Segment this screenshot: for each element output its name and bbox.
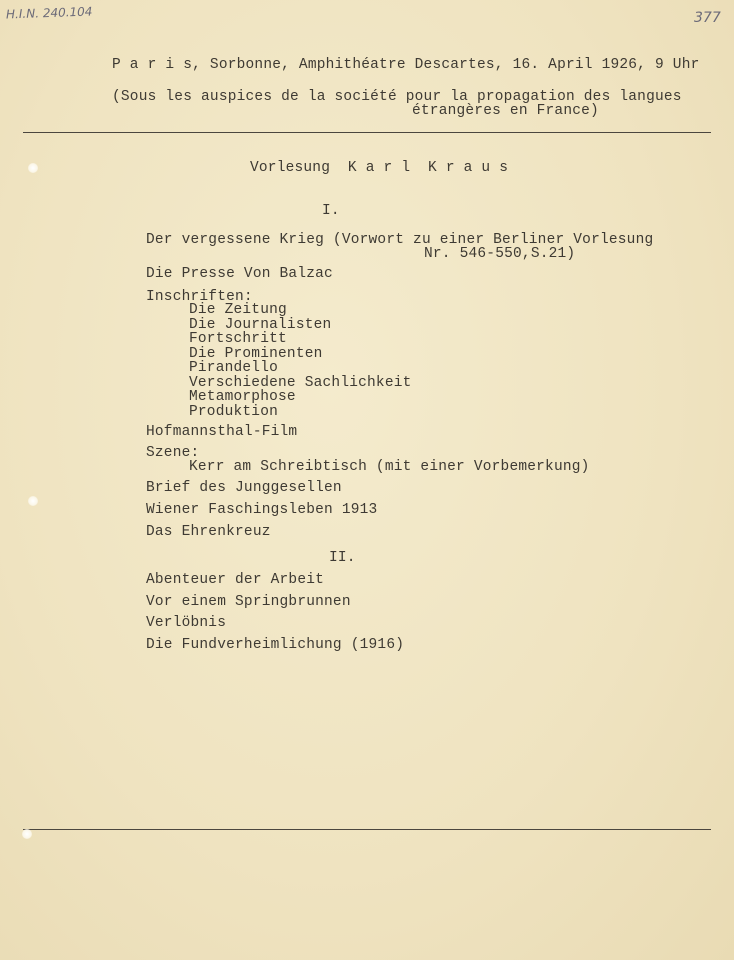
program-item-5-sub: Kerr am Schreibtisch (mit einer Vorbemerkung): [189, 459, 590, 475]
list-item: Die Prominenten: [189, 345, 323, 362]
program-item-6: Brief des Junggesellen: [146, 480, 342, 496]
list-item: Die Fundverheimlichung (1916): [146, 637, 405, 653]
punch-hole: [28, 163, 38, 173]
list-item: Verschiedene Sachlichkeit: [189, 374, 412, 391]
program-item-3: Inschriften:: [146, 289, 253, 305]
program-item-1-line-1: Der vergessene Krieg (Vorwort zu einer Berliner Vorlesung: [146, 232, 654, 248]
program-item-4: Hofmannsthal-Film: [146, 424, 298, 440]
header-line-3: étrangères en France): [412, 103, 599, 119]
list-item: Produktion: [189, 403, 279, 420]
list-item: Fortschritt: [189, 331, 287, 347]
punch-hole: [22, 829, 32, 839]
list-item: Pirandello: [189, 360, 279, 376]
list-item: Metamorphose: [189, 389, 296, 405]
bottom-rule: [23, 829, 711, 830]
list-item: Abenteuer der Arbeit: [146, 572, 325, 588]
program-item-1-line-2: Nr. 546-550,S.21): [424, 246, 576, 262]
top-rule: [23, 132, 711, 133]
archive-mark: H.I.N. 240.104: [5, 4, 93, 22]
header-line-2: (Sous les auspices de la société pour la propagation des langues: [112, 89, 682, 105]
program-item-5: Szene:: [146, 445, 200, 461]
list-item: Verlöbnis: [146, 615, 227, 631]
program-item-8: Das Ehrenkreuz: [146, 524, 271, 540]
punch-hole: [28, 496, 38, 506]
header-line-1: P a r i s, Sorbonne, Amphithéatre Descartes, 16. April 1926, 9 Uhr: [112, 57, 700, 73]
list-item: Die Zeitung: [189, 302, 287, 318]
program-item-7: Wiener Faschingsleben 1913: [146, 502, 378, 518]
part-1-numeral: I.: [322, 203, 340, 219]
page-number: 377: [694, 10, 721, 26]
lecture-title: Vorlesung K a r l K r a u s: [250, 160, 509, 176]
list-item: Vor einem Springbrunnen: [146, 594, 351, 610]
program-item-2: Die Presse Von Balzac: [146, 266, 333, 282]
part-2-numeral: II.: [329, 550, 356, 566]
list-item: Die Journalisten: [189, 316, 332, 333]
